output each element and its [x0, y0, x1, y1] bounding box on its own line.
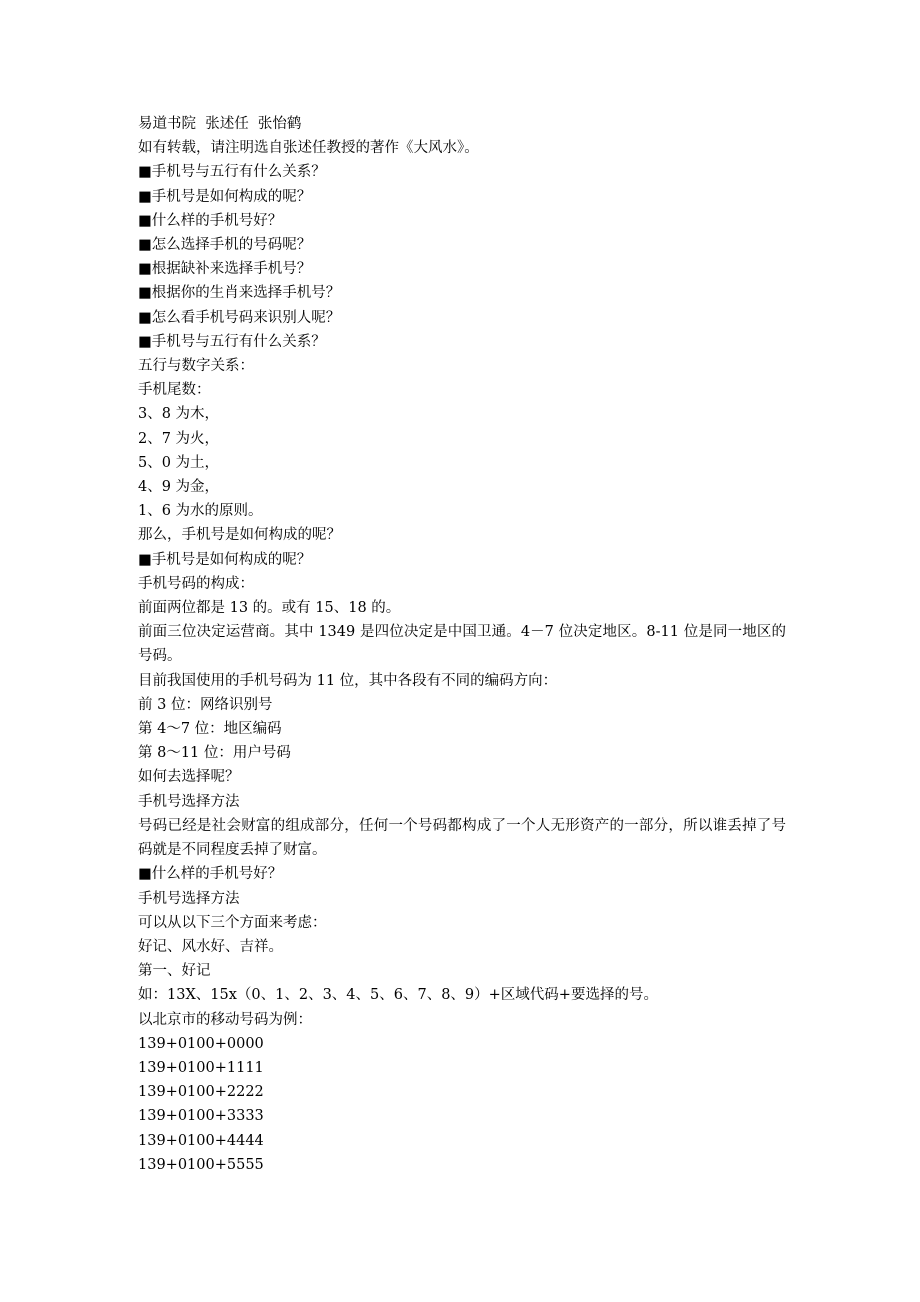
phone-number-example: 139+0100+5555 — [138, 1156, 264, 1173]
toc-item: ■怎么选择手机的号码呢？ — [138, 237, 312, 254]
text-line: 手机号选择方法 — [138, 890, 240, 907]
document-body — [138, 112, 786, 1177]
toc-item: ■怎么看手机号码来识别人呢？ — [138, 309, 341, 326]
text-line: 以北京市的移动号码为例： — [138, 1011, 312, 1028]
text-line: 第 8～11 位：用户号码 — [138, 745, 291, 762]
phone-number-example: 139+0100+1111 — [138, 1059, 264, 1076]
section-heading: ■什么样的手机号好？ — [138, 866, 283, 883]
author-line: 易道书院 张述任 张怡鹤 — [138, 116, 302, 132]
toc-item: ■根据你的生肖来选择手机号？ — [138, 285, 341, 302]
text-line: 手机号选择方法 — [138, 793, 240, 810]
text-line: 第 4～7 位：地区编码 — [138, 721, 282, 738]
text-line: 4、9 为金， — [138, 479, 220, 496]
text-line: 第一、好记 — [138, 963, 211, 980]
paragraph: 号码已经是社会财富的组成部分，任何一个号码都构成了一个人无形资产的一部分，所以谁丢掉了号码就是不同程度丢掉了财富。 — [138, 817, 786, 859]
text-line: 目前我国使用的手机号码为 11 位，其中各段有不同的编码方向： — [138, 672, 558, 689]
text-line: 前面两位都是 13 的。或有 15、18 的。 — [138, 600, 401, 617]
toc-item: ■手机号与五行有什么关系？ — [138, 164, 326, 181]
paragraph: 前面三位决定运营商。其中 1349 是四位决定是中国卫通。4－7 位决定地区。8-11 位是同一地区的号码。 — [138, 624, 786, 665]
text-line: 前 3 位：网络识别号 — [138, 696, 273, 713]
phone-number-example: 139+0100+0000 — [138, 1035, 264, 1052]
text-line: 如何去选择呢？ — [138, 769, 240, 786]
text-line: 可以从以下三个方面来考虑： — [138, 914, 327, 931]
text-line: 2、7 为火， — [138, 430, 220, 447]
toc-item: ■什么样的手机号好？ — [138, 212, 283, 229]
toc-item: ■根据缺补来选择手机号？ — [138, 261, 312, 278]
toc-item: ■手机号是如何构成的呢？ — [138, 188, 312, 205]
text-line: 如：13X、15x（0、1、2、3、4、5、6、7、8、9）+区域代码+要选择的号。 — [138, 987, 658, 1004]
text-line: 手机尾数： — [138, 382, 211, 399]
text-line: 1、6 为水的原则。 — [138, 503, 263, 520]
text-line: 那么，手机号是如何构成的呢？ — [138, 527, 341, 544]
phone-number-example: 139+0100+2222 — [138, 1084, 264, 1101]
text-line: 好记、风水好、吉祥。 — [138, 938, 283, 955]
phone-number-example: 139+0100+4444 — [138, 1132, 264, 1149]
text-line: 3、8 为木， — [138, 406, 220, 423]
phone-number-example: 139+0100+3333 — [138, 1108, 264, 1125]
text-line: 5、0 为土， — [138, 454, 220, 471]
copyright-notice: 如有转载，请注明选自张述任教授的著作《大风水》。 — [138, 140, 479, 157]
section-heading: ■手机号是如何构成的呢？ — [138, 551, 312, 568]
section-heading: ■手机号与五行有什么关系？ — [138, 333, 326, 350]
text-line: 五行与数字关系： — [138, 358, 254, 375]
text-line: 手机号码的构成： — [138, 575, 254, 592]
